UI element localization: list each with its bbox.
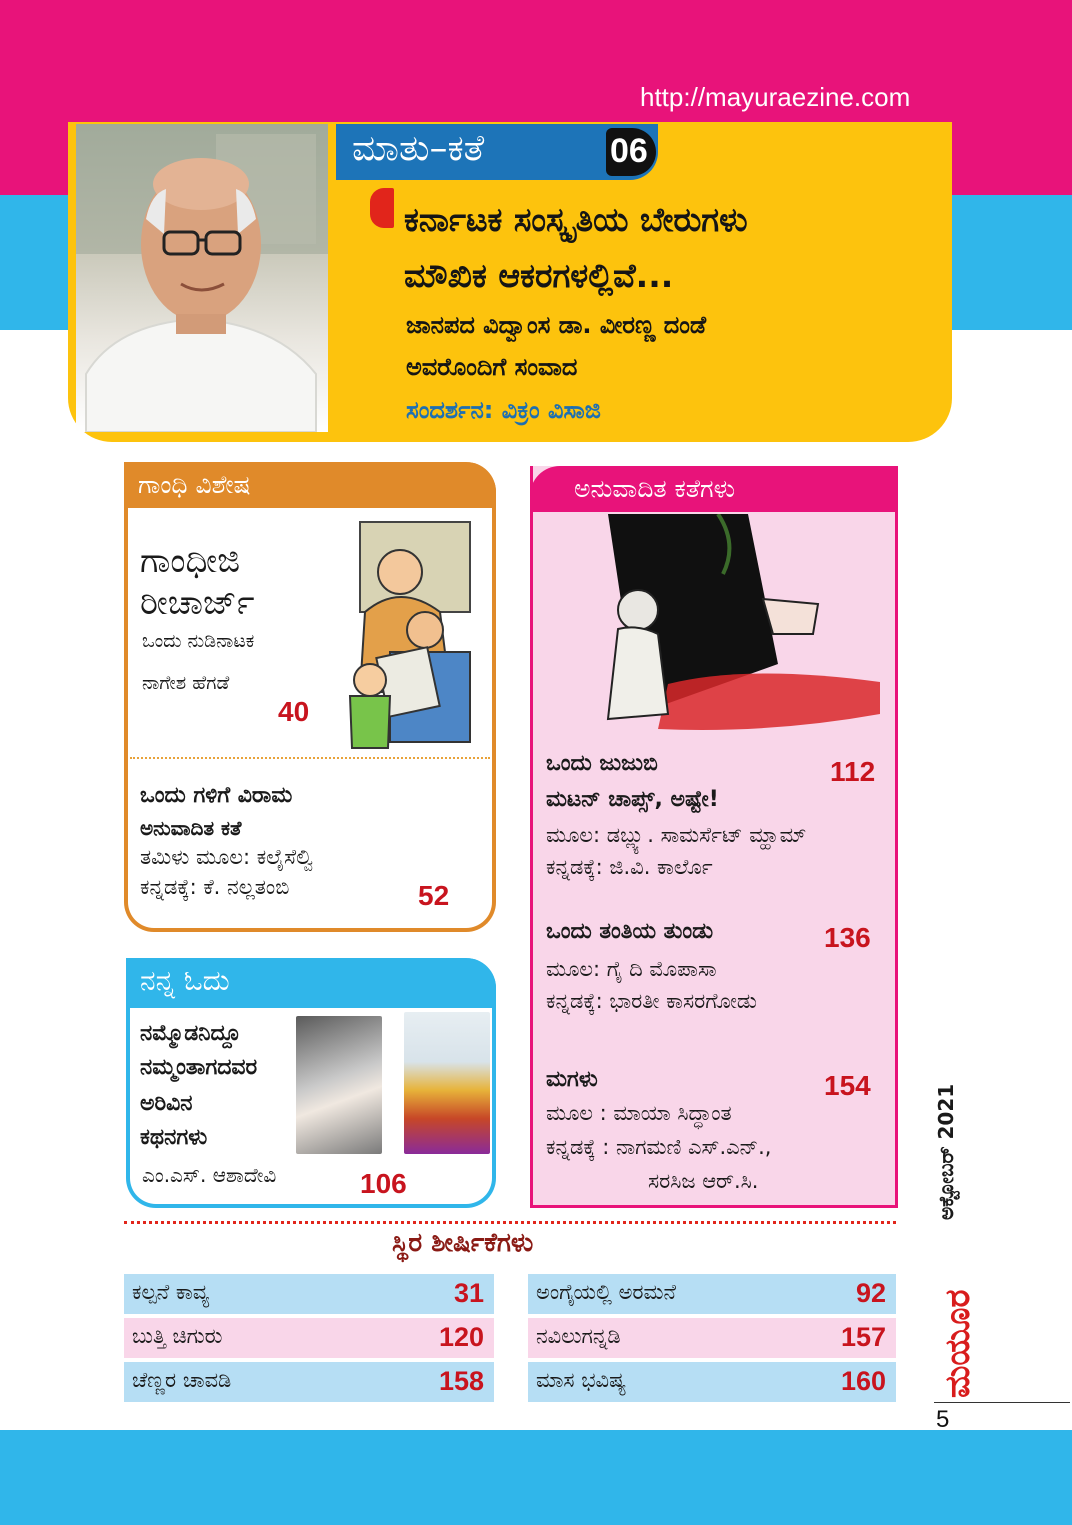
sthira-row-label: ಬುತ್ತಿ ಚಿಗುರು [132, 1324, 223, 1348]
sthira-row[interactable] [528, 1362, 896, 1402]
nanna-odu-header-label: ನನ್ನ ಓದು [140, 964, 230, 997]
story-2-source: ಮೂಲ: ಗೈ ದಿ ಮೊಪಾಸಾ [546, 957, 717, 981]
sthira-row-label: ಚೆಣ್ಣರ ಚಾವಡಿ [132, 1368, 232, 1392]
story-3-title[interactable]: ಮಗಳು [546, 1067, 598, 1092]
sthira-row-page: 120 [438, 1322, 484, 1352]
gandhi-author: ನಾಗೇಶ ಹೆಗಡೆ [142, 672, 230, 694]
interviewer-credit: ಸಂದರ್ಶನ: ವಿಕ್ರಂ ವಿಸಾಜಿ [406, 396, 601, 424]
sthira-row-label: ಅಂಗೈಯಲ್ಲಿ ಅರಮನೆ [536, 1280, 677, 1304]
sthira-row[interactable] [124, 1274, 494, 1314]
family-reading-illustration [330, 512, 490, 756]
page-rule [934, 1402, 1070, 1403]
sthira-row-page: 157 [840, 1322, 886, 1352]
sthira-row-page: 92 [855, 1278, 886, 1308]
section-tag-label[interactable]: ಮಾತು–ಕತೆ [352, 128, 485, 169]
gandhi-story-source: ತಮಿಳು ಮೂಲ: ಕಲೈಸೆಲ್ವಿ [140, 845, 314, 869]
book-cover-2 [404, 1012, 490, 1154]
gandhi-header-label: ಗಾಂಧಿ ವಿಶೇಷ [138, 470, 251, 499]
sthira-row-page: 31 [453, 1278, 484, 1308]
story-3-translator: ಕನ್ನಡಕ್ಕೆ : ನಾಗಮಣಿ ಎಸ್.ಎನ್., [546, 1135, 772, 1159]
sthira-row[interactable] [124, 1318, 494, 1358]
story-3-source: ಮೂಲ : ಮಾಯಾ ಸಿದ್ಧಾಂತ [546, 1101, 732, 1125]
nanna-title-line-1: ನಮ್ಮೊಡನಿದ್ದೂ [140, 1021, 241, 1046]
story-1-title-line-2[interactable]: ಮಟನ್ ಚಾಪ್ಸ್, ಅಷ್ಟೇ! [546, 787, 719, 812]
quote-mark-icon [370, 188, 394, 228]
gandhi-title-art-line-2: ರೀಚಾರ್ಜ್ [140, 583, 255, 623]
issue-date-label: ಅಕ್ಟೋಬರ್ 2021 [934, 1083, 958, 1220]
sthira-row-label: ನವಿಲುಗನ್ನಡಿ [536, 1324, 621, 1348]
sthira-heading: ಸ್ಥಿರ ಶೀರ್ಷಿಕೆಗಳು [392, 1228, 534, 1258]
headline-line-1: ಕರ್ನಾಟಕ ಸಂಸ್ಕೃತಿಯ ಬೇರುಗಳು [404, 200, 748, 239]
gandhi-story-page[interactable]: 52 [418, 880, 450, 911]
nanna-author: ಎಂ.ಎಸ್. ಆಶಾದೇವಿ [142, 1163, 277, 1187]
sthira-row[interactable] [528, 1318, 896, 1358]
brand-logo-text: ಮಯೂರ [938, 1289, 978, 1398]
nanna-title-line-3: ಅರಿವಿನ [140, 1091, 193, 1116]
bottom-cyan-band [0, 1430, 1072, 1525]
story-1-page[interactable]: 112 [830, 756, 876, 787]
gandhi-page-number[interactable]: 40 [278, 696, 310, 727]
brand-logo [934, 1238, 978, 1398]
gandhi-story-title[interactable]: ಒಂದು ಗಳಿಗೆ ವಿರಾಮ [140, 783, 293, 808]
subhead-line-1: ಜಾನಪದ ವಿದ್ವಾಂಸ ಡಾ. ವೀರಣ್ಣ ದಂಡೆ [406, 311, 707, 339]
gandhi-story-translator: ಕನ್ನಡಕ್ಕೆ: ಕೆ. ನಲ್ಲತಂಬಿ [140, 875, 290, 899]
story-2-translator: ಕನ್ನಡಕ್ಕೆ: ಭಾರತೀ ಕಾಸರಗೋಡು [546, 989, 757, 1013]
site-url[interactable]: http://mayuraezine.com [640, 82, 911, 112]
book-cover-1 [296, 1016, 382, 1154]
gandhi-title-art-line-1: ಗಾಂಧೀಜಿ [140, 541, 241, 581]
sthira-row[interactable] [528, 1274, 896, 1314]
feature-subhead [406, 304, 926, 388]
portrait-illustration [76, 124, 328, 432]
gandhi-subtitle: ಒಂದು ನುಡಿನಾಟಕ [142, 630, 255, 652]
subhead-line-2: ಅವರೊಂದಿಗೆ ಸಂವಾದ [406, 353, 578, 381]
sthira-row-page: 158 [438, 1366, 484, 1396]
section-page-number[interactable]: 06 [610, 132, 648, 170]
sthira-row-label: ಕಲ್ಪನೆ ಕಾವ್ಯ [132, 1280, 210, 1304]
issue-date [922, 1080, 982, 1220]
feature-headline [404, 192, 944, 304]
gandhi-divider [130, 757, 490, 759]
man-with-dog-illustration [548, 514, 880, 744]
story-1-source: ಮೂಲ: ಡಬ್ಲ್ಯು. ಸಾಮರ್ಸೆಟ್ ಮ್ಹಾಮ್ [546, 823, 807, 847]
sthira-divider [124, 1221, 896, 1224]
gandhi-story-kind: ಅನುವಾದಿತ ಕತೆ [140, 816, 242, 840]
story-3-page[interactable]: 154 [824, 1070, 871, 1101]
portrait-photo [76, 124, 328, 432]
story-2-page[interactable]: 136 [824, 922, 871, 953]
translated-stories-header-label: ಅನುವಾದಿತ ಕತೆಗಳು [574, 474, 736, 503]
headline-line-2: ಮೌಖಿಕ ಆಕರಗಳಲ್ಲಿವೆ... [404, 256, 674, 295]
nanna-page-number[interactable]: 106 [360, 1168, 407, 1199]
page-number: 5 [936, 1406, 950, 1433]
story-3-translator-2: ಸರಸಿಜ ಆರ್.ಸಿ. [648, 1169, 759, 1193]
sthira-row-label: ಮಾಸ ಭವಿಷ್ಯ [536, 1368, 627, 1392]
sthira-row-page: 160 [840, 1366, 886, 1396]
sthira-row[interactable] [124, 1362, 494, 1402]
nanna-title-line-2: ನಮ್ಮಂತಾಗದವರ [140, 1055, 258, 1080]
story-1-title-line-1[interactable]: ಒಂದು ಜುಜುಬಿ [546, 751, 658, 776]
story-1-translator: ಕನ್ನಡಕ್ಕೆ: ಜಿ.ವಿ. ಕಾರ್ಲೊ [546, 855, 713, 879]
nanna-title-line-4: ಕಥನಗಳು [140, 1125, 208, 1150]
story-2-title[interactable]: ಒಂದು ತಂತಿಯ ತುಂಡು [546, 919, 714, 944]
